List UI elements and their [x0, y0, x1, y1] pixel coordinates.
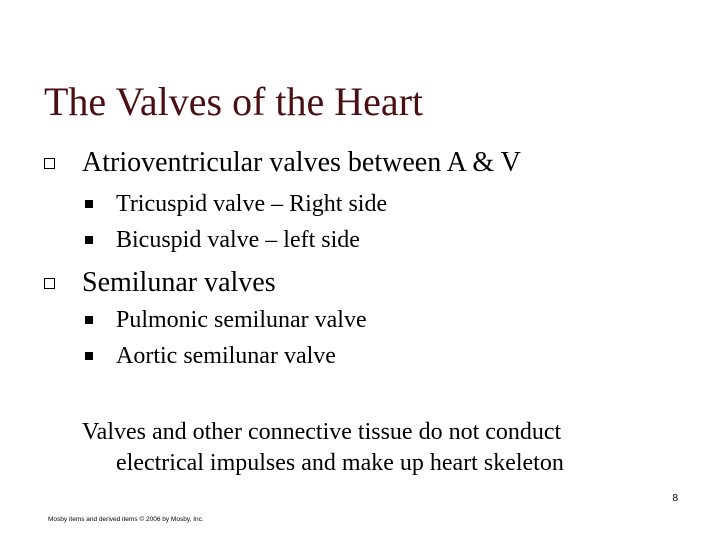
bullet-semilunar: Semilunar valves [82, 267, 276, 298]
filled-square-bullet-icon [85, 352, 93, 360]
sub-bullet-bicuspid: Bicuspid valve – left side [116, 227, 360, 253]
filled-square-bullet-icon [85, 236, 93, 244]
note-paragraph [82, 417, 682, 479]
note-line-1: Valves and other connective tissue do not conduct [82, 419, 562, 445]
sub-bullet-pulmonic: Pulmonic semilunar valve [116, 307, 367, 333]
slide-title: The Valves of the Heart [44, 79, 424, 124]
sub-bullet-aortic: Aortic semilunar valve [116, 343, 336, 369]
hollow-square-bullet-icon [44, 158, 55, 169]
copyright-footer: Mosby items and derived items © 2006 by Mosby, Inc. [48, 516, 204, 523]
filled-square-bullet-icon [85, 200, 93, 208]
bullet-atrioventricular: Atrioventricular valves between A & V [82, 147, 521, 178]
sub-bullet-tricuspid: Tricuspid valve – Right side [116, 191, 388, 217]
hollow-square-bullet-icon [44, 278, 55, 289]
filled-square-bullet-icon [85, 316, 93, 324]
note-line-2: electrical impulses and make up heart skeleton [116, 450, 564, 476]
page-number: 8 [672, 493, 678, 504]
